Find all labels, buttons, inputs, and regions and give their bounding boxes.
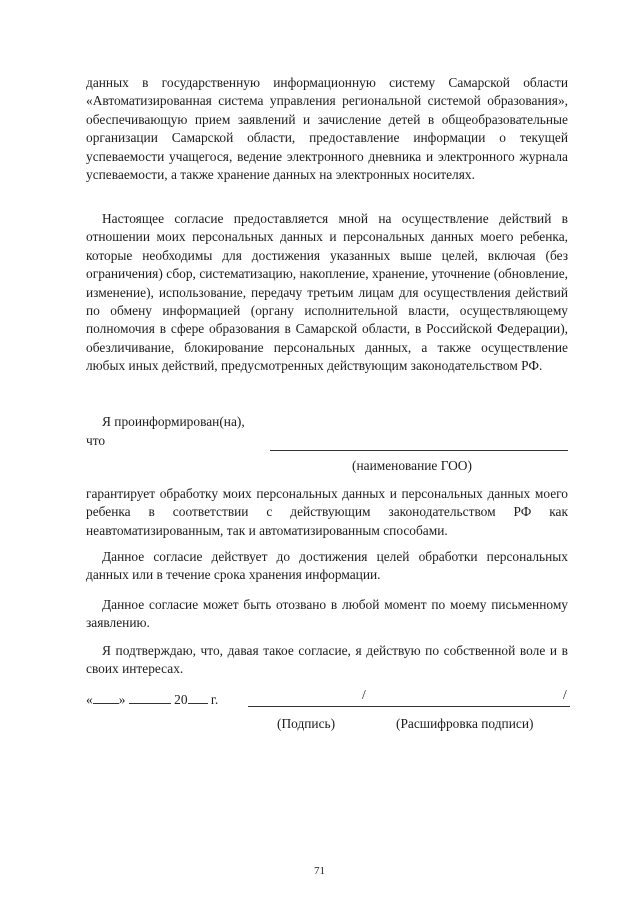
date-field	[86, 690, 218, 709]
signature-end-separator: /	[563, 687, 567, 702]
goo-name-caption: (наименование ГОО)	[352, 458, 472, 473]
informed-statement: Я проинформирован(на),	[102, 414, 245, 429]
day-blank	[93, 690, 119, 704]
paragraph-confirmation: Я подтверждаю, что, давая такое согласие, я действую по собственной воле и в своих интересах.	[86, 643, 568, 677]
signature-line	[248, 706, 570, 707]
goo-name-field-line	[270, 450, 568, 451]
paragraph-validity: Данное согласие действует до достижения целей обработки персональных данных или в течение срока хранения информации.	[86, 549, 568, 583]
year-suffix: г.	[210, 692, 219, 707]
date-quote-open: «	[86, 692, 93, 707]
year-prefix: 20	[174, 692, 188, 707]
signature-decode-caption: (Расшифровка подписи)	[396, 716, 534, 731]
signature-separator: /	[362, 687, 366, 702]
paragraph-guarantee: гарантирует обработку моих персональных данных и персональных данных моего ребенка в соответствии с действующим законодательством РФ как неавтоматизированным, так и автоматизированным способами.	[86, 486, 568, 538]
month-blank	[129, 690, 171, 704]
year-blank	[188, 690, 208, 704]
informed-that: что	[86, 433, 106, 448]
paragraph-consent-actions: Настоящее согласие предоставляется мной на осуществление действий в отношении моих персональных данных и персональных данных моего ребенка, которые необходимы для достижения указанных выше целей, включая (без ограничения) сбор, систематизацию, накопление, хранение, уточнение (обновление, изменение), использование, передачу третьим лицам для осуществления действий по обмену информацией (органу исполнительной власти, осуществляющему полномочия в сфере образования в Самарской области, в Российской Федерации), обезличивание, блокирование персональных данных, а также осуществление любых иных действий, предусмотренных действующим законодательством РФ.	[86, 211, 568, 374]
paragraph-data-systems: данных в государственную информационную систему Самарской области «Автоматизированная система управления региональной системой образования», обеспечивающую прием заявлений и зачисление детей в общеобразовательные организации Самарской области, предоставление информации о текущей успеваемости учащегося, ведение электронного дневника и электронного журнала успеваемости, а также хранение данных на электронных носителях.	[86, 75, 568, 183]
page-number: 71	[314, 865, 325, 877]
paragraph-revocation: Данное согласие может быть отозвано в любой момент по моему письменному заявлению.	[86, 597, 568, 631]
signature-caption: (Подпись)	[277, 716, 336, 731]
date-quote-close: »	[118, 692, 126, 707]
